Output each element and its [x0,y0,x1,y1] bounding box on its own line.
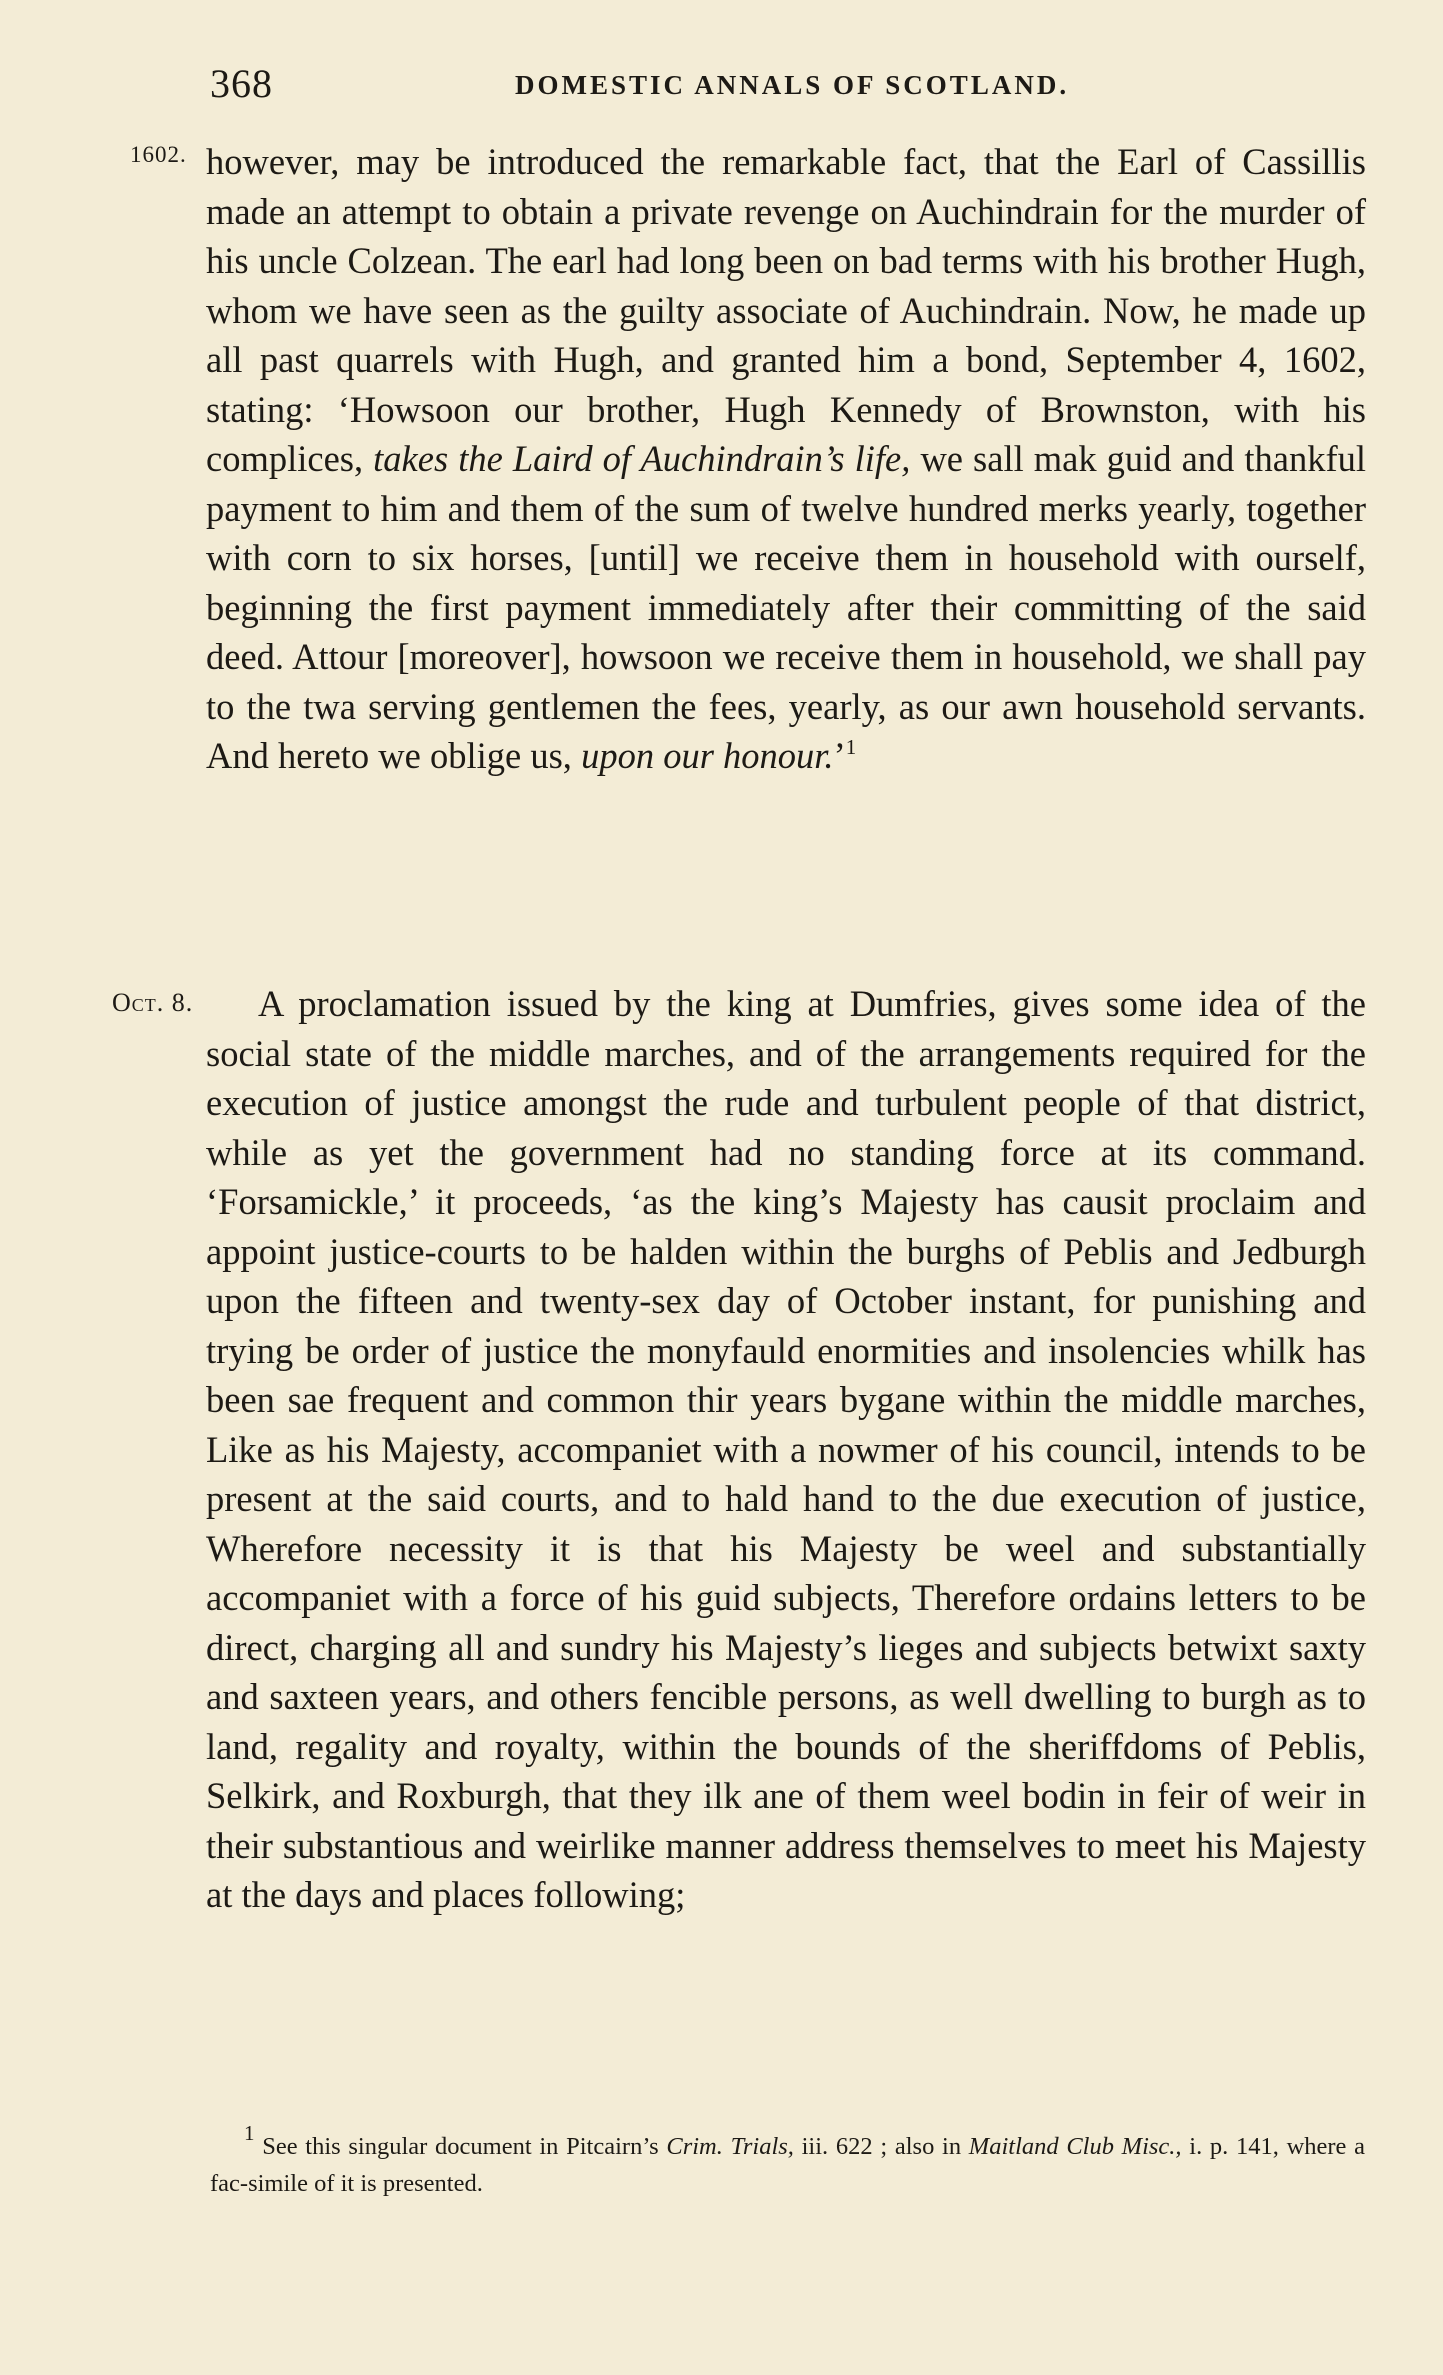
footnote-italic-text: Crim. Trials, [666,2133,794,2160]
footnote-text: i. p. 141, where a fac-simile of it is presented. [210,2133,1365,2197]
page-number: 368 [210,61,273,106]
footnote-mark: 1 [244,2121,255,2145]
running-head: DOMESTIC ANNALS OF SCOTLAND. [515,70,1070,100]
paragraph-text: ’ [833,735,846,776]
margin-note-date: Oct. 8. [112,988,194,1017]
margin-note-year: 1602. [130,142,187,167]
footnote-italic-text: Maitland Club Misc., [968,2133,1182,2160]
paragraph-italic-text: takes the Laird of Auchindrain’s life, [373,438,911,479]
footnote [210,2121,1365,2202]
footnote-text: See this singular document in Pitcairn’s [254,2133,667,2160]
paragraph-cassillis-bond [206,137,1366,781]
footnote-text: iii. 622 ; also in [793,2133,969,2160]
paragraph-proclamation: A proclamation issued by the king at Dumfries, gives some idea of the social state of the middle marches, and of the arrangements required for the execution of justice amongst the rude and turbulent people of that district, while as yet the government had no standing force at its command. ‘Forsamickle,’ it proceeds, ‘as the king’s Majesty has causit proclaim and appoint justice-courts to be halden within the burghs of Peblis and Jedburgh upon the fifteen and twenty-sex day of October instant, for punishing and trying be order of justice the monyfauld enormities and insolencies whilk has been sae frequent and common thir years bygane within the middle marches, Like as his Majesty, accompaniet with a nowmer of his council, intends to be present at the said courts, and to hald hand to the due execution of justice, Wherefore necessity it is that his Majesty be weel and substantially accompaniet with a force of his guid subjects, Therefore ordains letters to be direct, charging all and sundry his Majesty’s lieges and subjects betwixt saxty and saxteen years, and others fencible persons, as well dwelling to burgh as to land, regality and royalty, within the bounds of the sheriffdoms of Peblis, Selkirk, and Roxburgh, that they ilk ane of them weel bodin in feir of weir in their substantious and weirlike manner address themselves to meet his Majesty at the days and places following; [206,983,1366,1915]
page-header [210,60,1410,120]
paragraph-text: we sall mak guid and thankful payment to him and them of the sum of twelve hundred merks yearly, together with corn to six horses, [until] we receive them in household with ourself, beginning the first payment immediately after their committing of the said deed. Attour [moreover], howsoon we receive them in household, we shall pay to the twa serving gentlemen the fees, yearly, as our awn household servants. And hereto we oblige us, [206,438,1366,776]
footnote-reference: 1 [845,735,857,759]
paragraph-italic-text: upon our honour. [581,735,834,776]
paragraph-text: however, may be introduced the remarkable fact, that the Earl of Cassillis made an attempt to obtain a private revenge on Auchindrain for the murder of his uncle Colzean. The earl had long been on bad terms with his brother Hugh, whom we have seen as the guilty associate of Auchindrain. Now, he made up all past quarrels with Hugh, and granted him a bond, September 4, 1602, stating: ‘Howsoon our brother, Hugh Kennedy of Brownston, with his complices, [206,141,1366,479]
